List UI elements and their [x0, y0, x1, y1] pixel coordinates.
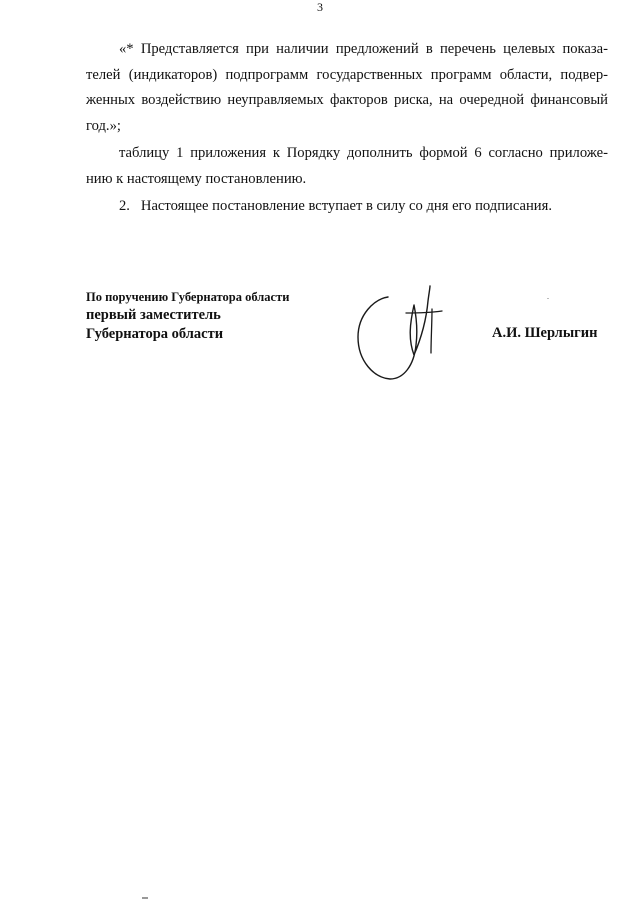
text-line: «* Представляется при наличии предложений в перечень целевых показа- — [119, 41, 608, 57]
paragraph-table-addition — [86, 141, 608, 192]
text-line: нию к настоящему постановлению. — [86, 170, 307, 187]
scan-dot — [547, 298, 549, 299]
handwritten-signature — [350, 283, 460, 388]
text-line — [86, 194, 608, 220]
signatory-authority: По поручению Губернатора области — [86, 290, 290, 304]
signature-cross-stroke — [406, 311, 442, 313]
signer-name: А.И. Шерлыгин — [492, 325, 598, 341]
text-line: год.»; — [86, 117, 121, 134]
text-line: женных воздействию неуправляемых факторов риска, на очередной финансовый — [86, 92, 608, 108]
signature-loop-stroke — [358, 286, 430, 379]
text-line: таблицу 1 приложения к Порядку дополнить формой 6 согласно приложе- — [119, 145, 608, 161]
signature-vertical-stroke — [431, 309, 432, 353]
text-line: телей (индикаторов) подпрограмм государственных программ области, подвер- — [86, 66, 608, 83]
paragraph-text: Настоящее постановление вступает в силу со дня его подписания. — [140, 198, 552, 214]
signatory-position-cont: Губернатора области — [86, 326, 224, 342]
paragraph-footnote — [86, 37, 608, 139]
page-number: 3 — [317, 0, 323, 14]
signatory-position: первый заместитель — [86, 307, 221, 323]
paragraph-number: 2. — [119, 198, 130, 214]
paragraph-effective-date — [86, 194, 608, 220]
scan-artifact — [142, 897, 148, 899]
signatory-title-block — [86, 289, 289, 344]
